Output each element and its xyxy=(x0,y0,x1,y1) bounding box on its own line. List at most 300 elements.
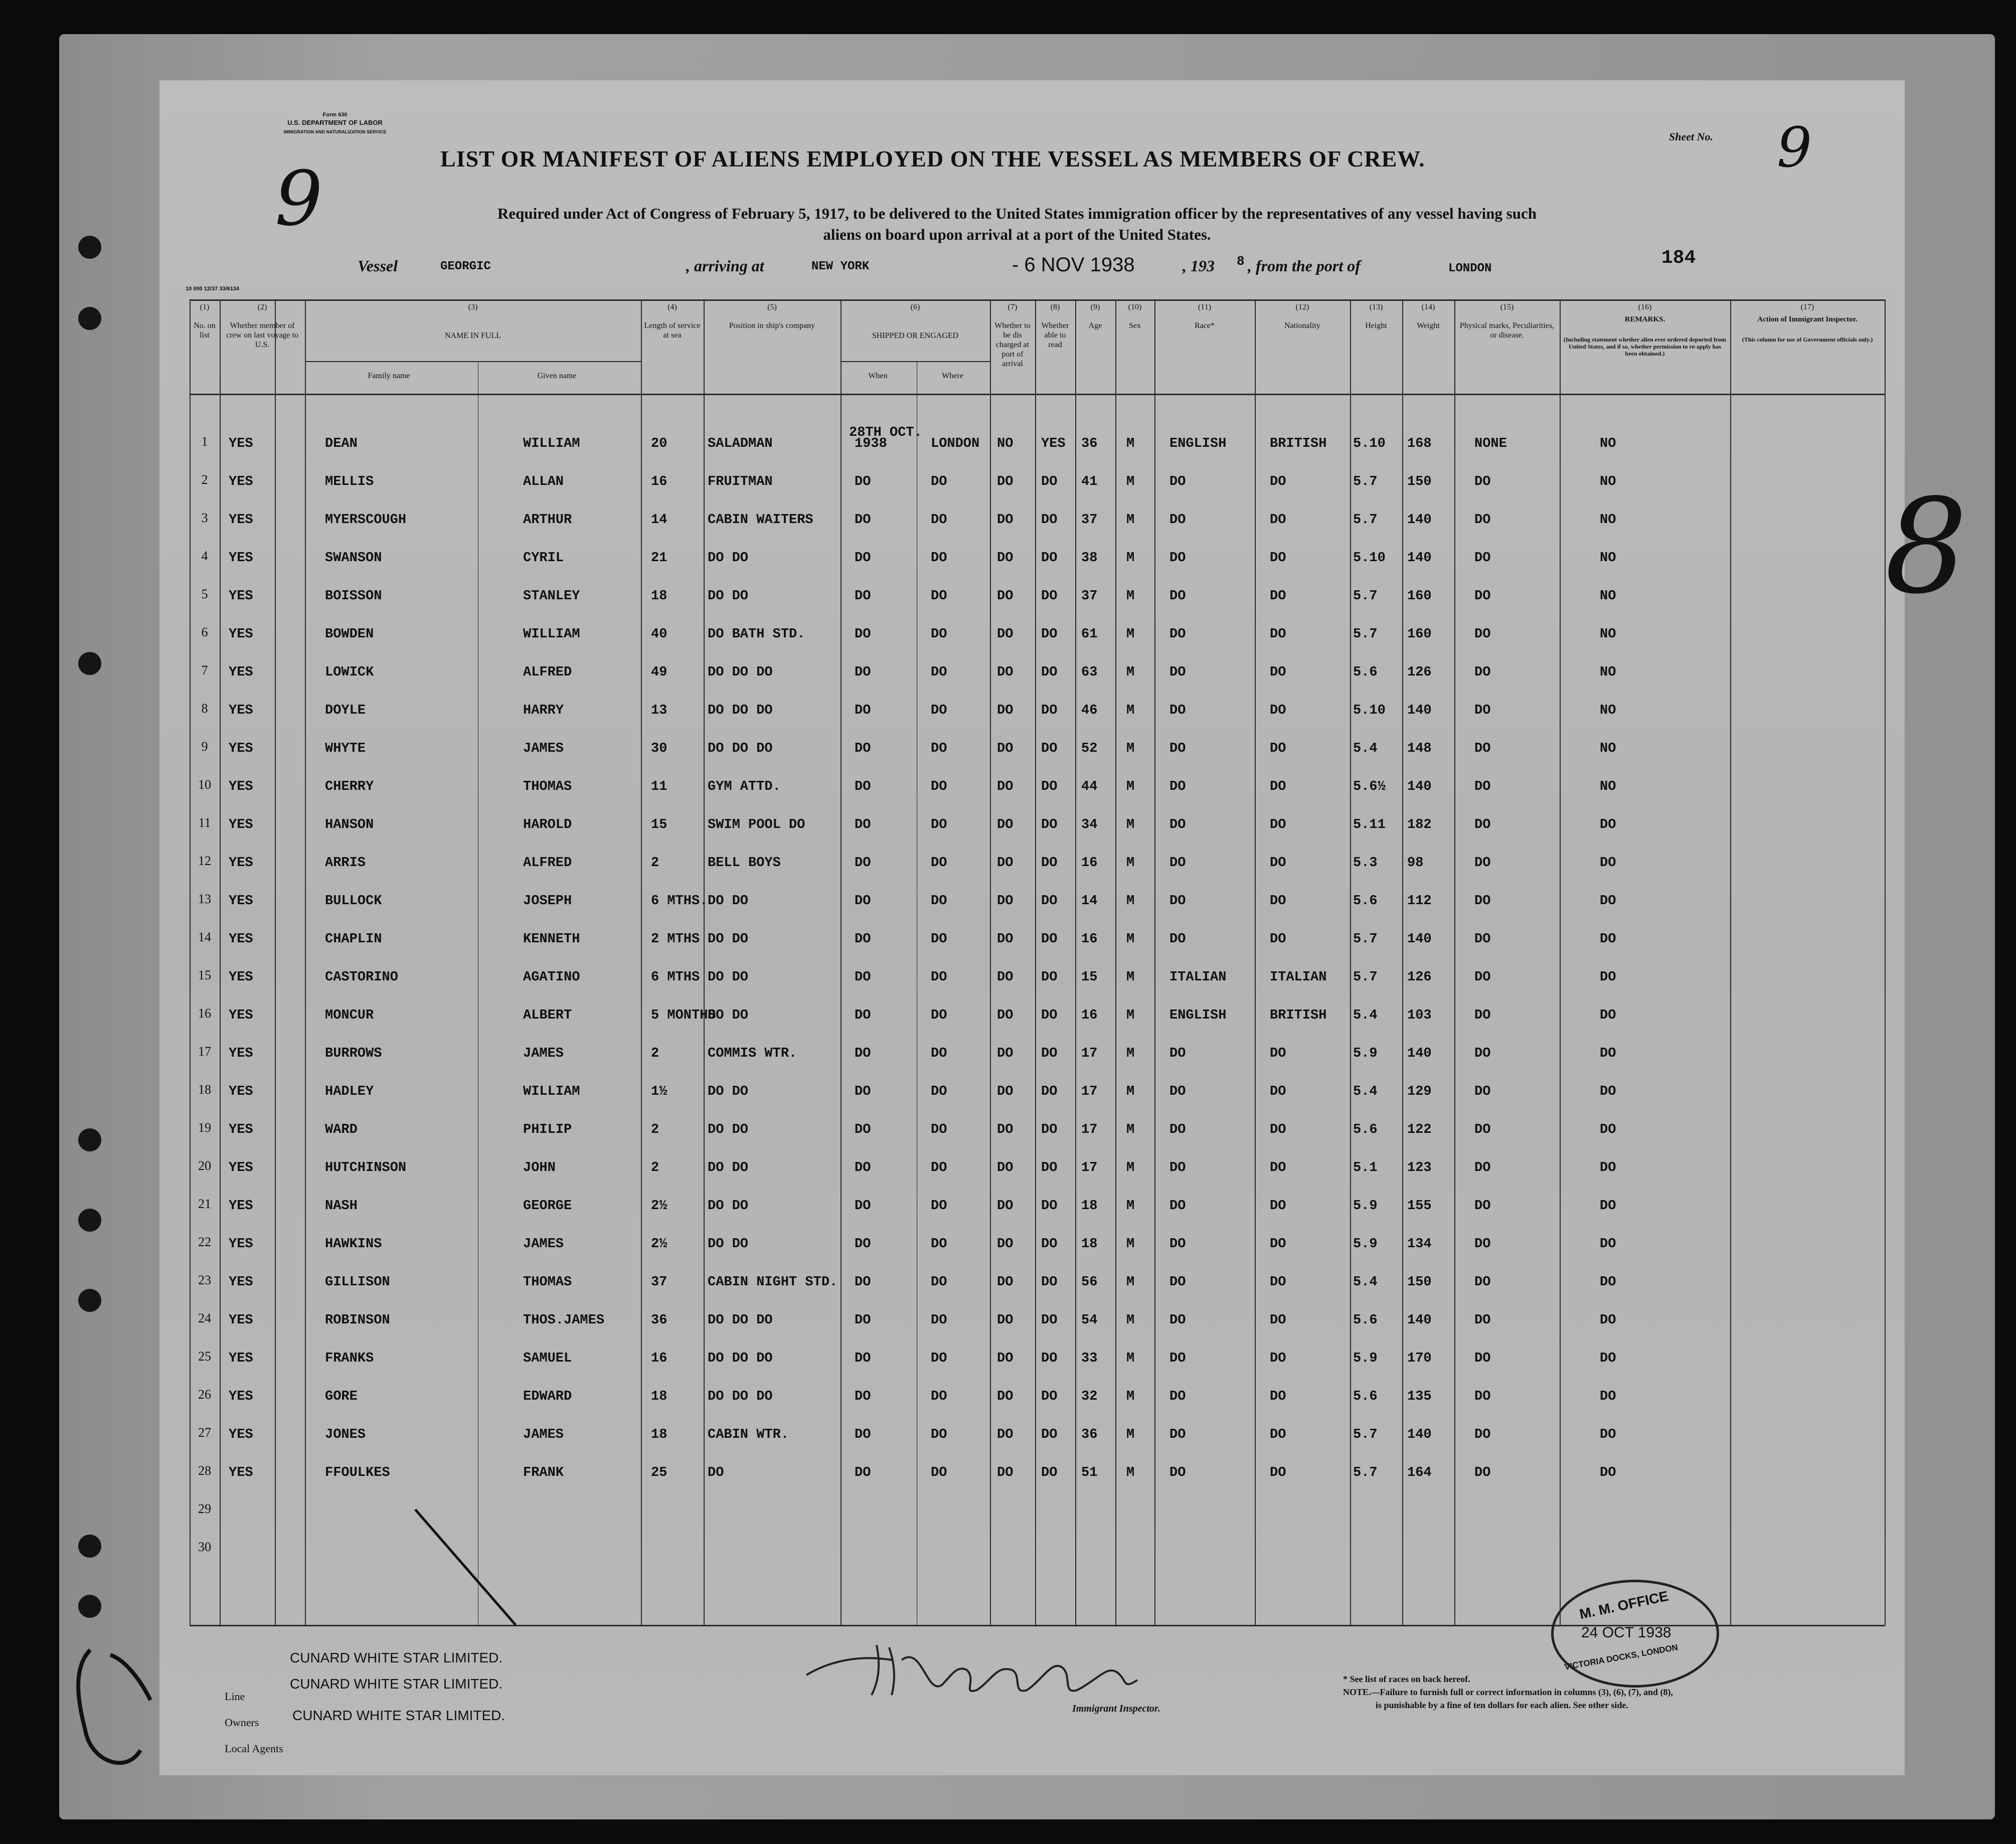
cell-position: DO DO DO xyxy=(708,703,773,718)
cell-discharged: DO xyxy=(997,627,1014,642)
column-number: (8) xyxy=(1050,303,1060,311)
cell-n: 20 xyxy=(198,1158,211,1173)
cell-height: 5.9 xyxy=(1353,1046,1378,1061)
cell-service: 14 xyxy=(651,513,667,528)
cell-marks: DO xyxy=(1474,970,1491,985)
cell-position: DO DO xyxy=(708,1160,749,1176)
column-subheader: Family name xyxy=(368,372,410,380)
cell-service: 2 xyxy=(651,1046,659,1061)
cell-remarks: NO xyxy=(1600,627,1616,642)
cell-discharged: DO xyxy=(997,1046,1014,1061)
cell-remarks: DO xyxy=(1600,817,1616,832)
cell-position: DO BATH STD. xyxy=(708,627,805,642)
column-number: (5) xyxy=(767,303,777,311)
cell-where: DO xyxy=(931,1313,947,1328)
cell-position: DO DO DO xyxy=(708,741,773,756)
cell-read: DO xyxy=(1041,703,1058,718)
cell-age: 15 xyxy=(1081,970,1098,985)
cell-sex: M xyxy=(1126,1275,1135,1290)
table-column-rule xyxy=(1255,299,1256,1626)
cell-discharged: DO xyxy=(997,1465,1014,1480)
cell-n: 19 xyxy=(198,1120,211,1135)
cell-weight: 155 xyxy=(1407,1199,1432,1214)
cell-nationality: DO xyxy=(1270,779,1286,794)
cell-given: ALFRED xyxy=(523,665,572,680)
manifest-subtitle-line2: aliens on board upon arrival at a port of the United States. xyxy=(823,226,1211,243)
cell-crew: YES xyxy=(229,665,253,680)
cell-read: DO xyxy=(1041,1199,1058,1214)
cell-age: 18 xyxy=(1081,1237,1098,1252)
cell-weight: 112 xyxy=(1407,894,1432,909)
cell-nationality: DO xyxy=(1270,1199,1286,1214)
cell-remarks: NO xyxy=(1600,551,1616,566)
cell-read: DO xyxy=(1041,551,1058,566)
cell-service: 2 xyxy=(651,1122,659,1137)
cell-marks: DO xyxy=(1474,1351,1491,1366)
cell-family: MELLIS xyxy=(325,474,374,489)
cell-read: DO xyxy=(1041,1427,1058,1442)
cell-marks: DO xyxy=(1474,589,1491,604)
cell-nationality: DO xyxy=(1270,474,1286,489)
cell-when: DO xyxy=(855,894,871,909)
cell-weight: 140 xyxy=(1407,551,1432,566)
column-number: (4) xyxy=(667,303,677,311)
cell-family: BOWDEN xyxy=(325,627,374,642)
cell-race: DO xyxy=(1169,1351,1186,1366)
cell-given: JAMES xyxy=(523,1427,564,1442)
manifest-title: LIST OR MANIFEST OF ALIENS EMPLOYED ON THE VESSEL AS MEMBERS OF CREW. xyxy=(440,146,1425,172)
cell-age: 63 xyxy=(1081,665,1098,680)
cell-race: DO xyxy=(1169,1084,1186,1099)
cell-marks: DO xyxy=(1474,551,1491,566)
arrival-date-stamp: - 6 NOV 1938 xyxy=(1012,254,1135,276)
cell-n: 13 xyxy=(198,892,211,906)
cell-weight: 140 xyxy=(1407,932,1432,947)
binder-hole xyxy=(78,1595,101,1618)
cell-race: DO xyxy=(1169,665,1186,680)
cell-family: BULLOCK xyxy=(325,894,382,909)
cell-marks: DO xyxy=(1474,856,1491,871)
cell-crew: YES xyxy=(229,741,253,756)
cell-crew: YES xyxy=(229,1313,253,1328)
cell-height: 5.10 xyxy=(1353,436,1386,451)
cell-race: DO xyxy=(1169,1160,1186,1176)
owners-label: Owners xyxy=(225,1716,259,1729)
cell-where: DO xyxy=(931,1351,947,1366)
cell-position: CABIN WAITERS xyxy=(708,513,813,528)
penalty-note-1: NOTE.—Failure to furnish full or correct information in columns (3), (6), (7), and (8), xyxy=(1343,1687,1673,1697)
cell-read: DO xyxy=(1041,1275,1058,1290)
cell-age: 38 xyxy=(1081,551,1098,566)
cell-race: DO xyxy=(1169,1465,1186,1480)
column-header: Weight xyxy=(1417,321,1440,330)
arrival-port: NEW YORK xyxy=(811,260,870,273)
cell-sex: M xyxy=(1126,1313,1135,1328)
cell-remarks: NO xyxy=(1600,703,1616,718)
cell-weight: 150 xyxy=(1407,1275,1432,1290)
cell-family: LOWICK xyxy=(325,665,374,680)
cell-given: JAMES xyxy=(523,1046,564,1061)
cell-n: 30 xyxy=(198,1540,211,1554)
cell-read: DO xyxy=(1041,1389,1058,1404)
cell-race: DO xyxy=(1169,627,1186,642)
table-column-rule xyxy=(841,299,842,1626)
cell-when: DO xyxy=(855,551,871,566)
cell-given: CYRIL xyxy=(523,551,564,566)
column-header: Nationality xyxy=(1284,321,1320,330)
cell-sex: M xyxy=(1126,1199,1135,1214)
column-header: Length of service at sea xyxy=(644,321,701,340)
cell-service: 16 xyxy=(651,1351,667,1366)
cell-n: 2 xyxy=(201,472,208,487)
cell-position: DO DO xyxy=(708,932,749,947)
cell-nationality: DO xyxy=(1270,1237,1286,1252)
column-number: (14) xyxy=(1421,303,1435,311)
cell-remarks: DO xyxy=(1600,1427,1616,1442)
from-port-label: , from the port of xyxy=(1248,257,1361,275)
department-label: U.S. DEPARTMENT OF LABOR xyxy=(287,119,383,126)
arriving-label: , arriving at xyxy=(686,257,764,275)
line-value: CUNARD WHITE STAR LIMITED. xyxy=(290,1650,503,1665)
table-top-rule xyxy=(190,299,1885,301)
cell-service: 25 xyxy=(651,1465,667,1480)
cell-position: DO DO DO xyxy=(708,1389,773,1404)
cell-when: DO xyxy=(855,741,871,756)
cell-weight: 126 xyxy=(1407,970,1432,985)
races-note: * See list of races on back hereof. xyxy=(1343,1674,1470,1684)
column-number: (1) xyxy=(200,303,210,311)
sheet-number: 9 xyxy=(1777,115,1812,180)
cell-when: DO xyxy=(855,1046,871,1061)
cell-nationality: DO xyxy=(1270,1160,1286,1176)
cell-crew: YES xyxy=(229,474,253,489)
cell-read: DO xyxy=(1041,970,1058,985)
stamp-date: 24 OCT 1938 xyxy=(1581,1624,1671,1641)
cell-remarks: DO xyxy=(1600,1046,1616,1061)
cell-where: DO xyxy=(931,1199,947,1214)
cell-weight: 140 xyxy=(1407,703,1432,718)
vessel-name: GEORGIC xyxy=(440,260,491,273)
cell-remarks: NO xyxy=(1600,436,1616,451)
cell-crew: YES xyxy=(229,627,253,642)
cell-marks: DO xyxy=(1474,1046,1491,1061)
cell-service: 11 xyxy=(651,779,667,794)
cell-where: DO xyxy=(931,970,947,985)
cell-discharged: NO xyxy=(997,436,1014,451)
cell-nationality: DO xyxy=(1270,1275,1286,1290)
cell-height: 5.9 xyxy=(1353,1351,1378,1366)
cell-when: DO xyxy=(855,1122,871,1137)
cell-read: DO xyxy=(1041,474,1058,489)
cell-height: 5.7 xyxy=(1353,970,1378,985)
cell-height: 5.7 xyxy=(1353,1427,1378,1442)
cell-sex: M xyxy=(1126,1465,1135,1480)
cell-discharged: DO xyxy=(997,1160,1014,1176)
cell-crew: YES xyxy=(229,513,253,528)
cell-marks: DO xyxy=(1474,817,1491,832)
cell-age: 37 xyxy=(1081,513,1098,528)
cell-height: 5.4 xyxy=(1353,1008,1378,1023)
cell-height: 5.9 xyxy=(1353,1237,1378,1252)
cell-nationality: DO xyxy=(1270,932,1286,947)
cell-height: 5.6 xyxy=(1353,894,1378,909)
cell-sex: M xyxy=(1126,589,1135,604)
cell-weight: 160 xyxy=(1407,589,1432,604)
cell-age: 32 xyxy=(1081,1389,1098,1404)
cell-read: DO xyxy=(1041,741,1058,756)
cell-read: DO xyxy=(1041,856,1058,871)
cell-weight: 140 xyxy=(1407,1046,1432,1061)
print-code: 10 000 12/37 33/6134 xyxy=(186,286,240,292)
binder-hole xyxy=(78,1289,101,1312)
cell-crew: YES xyxy=(229,1046,253,1061)
cell-remarks: DO xyxy=(1600,970,1616,985)
cell-read: DO xyxy=(1041,1237,1058,1252)
cell-given: THOMAS xyxy=(523,1275,572,1290)
table-column-rule xyxy=(1035,299,1036,1626)
cell-marks: DO xyxy=(1474,474,1491,489)
cell-position: DO xyxy=(708,1465,724,1480)
cell-where: DO xyxy=(931,1084,947,1099)
shipped-sub-rule xyxy=(841,361,990,362)
cell-position: DO DO DO xyxy=(708,1313,773,1328)
cell-height: 5.1 xyxy=(1353,1160,1378,1176)
cell-position: FRUITMAN xyxy=(708,474,773,489)
cell-service: 18 xyxy=(651,1427,667,1442)
cell-nationality: DO xyxy=(1270,703,1286,718)
cell-nationality: BRITISH xyxy=(1270,1008,1327,1023)
cell-where: DO xyxy=(931,665,947,680)
cell-discharged: DO xyxy=(997,741,1014,756)
cell-age: 34 xyxy=(1081,817,1098,832)
cell-family: DOYLE xyxy=(325,703,366,718)
cell-race: DO xyxy=(1169,817,1186,832)
cell-family: MONCUR xyxy=(325,1008,374,1023)
cell-when: DO xyxy=(855,1008,871,1023)
table-column-rule xyxy=(1402,299,1403,1626)
table-column-rule xyxy=(990,299,991,1626)
binder-hole xyxy=(78,652,101,675)
cell-when: DO xyxy=(855,665,871,680)
cell-read: DO xyxy=(1041,1465,1058,1480)
cell-race: DO xyxy=(1169,894,1186,909)
cell-nationality: DO xyxy=(1270,513,1286,528)
cell-service: 20 xyxy=(651,436,667,451)
cell-weight: 134 xyxy=(1407,1237,1432,1252)
column-number: (12) xyxy=(1295,303,1309,311)
cell-when: DO xyxy=(855,1313,871,1328)
cell-when: DO xyxy=(855,1160,871,1176)
cell-sex: M xyxy=(1126,932,1135,947)
cell-read: DO xyxy=(1041,1160,1058,1176)
cell-race: DO xyxy=(1169,932,1186,947)
cell-sex: M xyxy=(1126,1122,1135,1137)
vessel-label: Vessel xyxy=(358,257,398,275)
column-number: (9) xyxy=(1090,303,1100,311)
cell-marks: DO xyxy=(1474,1275,1491,1290)
cell-sex: M xyxy=(1126,1046,1135,1061)
cell-n: 23 xyxy=(198,1273,211,1287)
cell-remarks: DO xyxy=(1600,1389,1616,1404)
cell-where: DO xyxy=(931,627,947,642)
cell-where: DO xyxy=(931,1237,947,1252)
column-header: Whether member of crew on last voyage to U.S. xyxy=(226,321,298,349)
cell-weight: 164 xyxy=(1407,1465,1432,1480)
cell-given: STANLEY xyxy=(523,589,580,604)
cell-marks: DO xyxy=(1474,1427,1491,1442)
column-subheader: Given name xyxy=(537,372,577,380)
cell-nationality: DO xyxy=(1270,1313,1286,1328)
cell-remarks: DO xyxy=(1600,1237,1616,1252)
cell-marks: DO xyxy=(1474,1389,1491,1404)
cell-age: 41 xyxy=(1081,474,1098,489)
cell-read: DO xyxy=(1041,627,1058,642)
cell-sex: M xyxy=(1126,1160,1135,1176)
table-column-rule xyxy=(1454,299,1455,1626)
cell-crew: YES xyxy=(229,970,253,985)
cell-given: SAMUEL xyxy=(523,1351,572,1366)
cell-crew: YES xyxy=(229,1237,253,1252)
cell-n: 14 xyxy=(198,930,211,944)
sheet-label: Sheet No. xyxy=(1669,130,1713,143)
cell-remarks: DO xyxy=(1600,856,1616,871)
cell-nationality: DO xyxy=(1270,665,1286,680)
cell-discharged: DO xyxy=(997,970,1014,985)
line-label: Line xyxy=(225,1690,245,1703)
cell-weight: 98 xyxy=(1407,856,1424,871)
cell-race: ENGLISH xyxy=(1169,1008,1227,1023)
cell-weight: 140 xyxy=(1407,1427,1432,1442)
cell-read: YES xyxy=(1041,436,1066,451)
cell-when: DO xyxy=(855,1389,871,1404)
cell-height: 5.6 xyxy=(1353,1122,1378,1137)
cell-sex: M xyxy=(1126,665,1135,680)
left-margin-scribble xyxy=(50,1640,171,1780)
cell-family: HANSON xyxy=(325,817,374,832)
cell-given: WILLIAM xyxy=(523,627,580,642)
cell-service: 2 xyxy=(651,856,659,871)
cell-age: 17 xyxy=(1081,1122,1098,1137)
cell-age: 17 xyxy=(1081,1046,1098,1061)
cell-position: COMMIS WTR. xyxy=(708,1046,797,1061)
cell-service: 5 MONTHS xyxy=(651,1008,716,1023)
cell-race: DO xyxy=(1169,1275,1186,1290)
cell-age: 36 xyxy=(1081,1427,1098,1442)
cell-crew: YES xyxy=(229,551,253,566)
cell-nationality: DO xyxy=(1270,894,1286,909)
cell-crew: YES xyxy=(229,817,253,832)
cell-sex: M xyxy=(1126,1427,1135,1442)
cell-sex: M xyxy=(1126,894,1135,909)
cell-height: 5.10 xyxy=(1353,703,1386,718)
cell-age: 51 xyxy=(1081,1465,1098,1480)
cell-nationality: DO xyxy=(1270,1351,1286,1366)
cell-race: DO xyxy=(1169,589,1186,604)
cell-height: 5.4 xyxy=(1353,1275,1378,1290)
cell-crew: YES xyxy=(229,1427,253,1442)
cell-where: DO xyxy=(931,551,947,566)
departure-port: LONDON xyxy=(1448,262,1492,275)
cell-age: 56 xyxy=(1081,1275,1098,1290)
cell-discharged: DO xyxy=(997,1275,1014,1290)
cell-race: DO xyxy=(1169,856,1186,871)
column-number: (11) xyxy=(1198,303,1212,311)
cell-discharged: DO xyxy=(997,894,1014,909)
cell-when: DO xyxy=(855,932,871,947)
cell-when: DO xyxy=(855,589,871,604)
cell-n: 18 xyxy=(198,1082,211,1097)
first-shipped-date: 28TH OCT. xyxy=(849,425,922,440)
cell-marks: DO xyxy=(1474,1084,1491,1099)
cell-discharged: DO xyxy=(997,474,1014,489)
cell-when: DO xyxy=(855,1084,871,1099)
cell-race: DO xyxy=(1169,1389,1186,1404)
cell-age: 46 xyxy=(1081,703,1098,718)
cell-sex: M xyxy=(1126,741,1135,756)
cell-when: DO xyxy=(855,970,871,985)
cell-crew: YES xyxy=(229,1008,253,1023)
cell-n: 4 xyxy=(201,549,208,563)
cell-service: 49 xyxy=(651,665,667,680)
cell-nationality: DO xyxy=(1270,1389,1286,1404)
cell-height: 5.7 xyxy=(1353,1465,1378,1480)
cell-race: DO xyxy=(1169,741,1186,756)
inspector-signature xyxy=(801,1625,1172,1705)
cell-family: BURROWS xyxy=(325,1046,382,1061)
cell-when: DO xyxy=(855,1465,871,1480)
cell-position: DO DO xyxy=(708,1199,749,1214)
cell-where: DO xyxy=(931,474,947,489)
cell-race: DO xyxy=(1169,551,1186,566)
stamp-office: M. M. OFFICE xyxy=(1578,1588,1670,1622)
margin-mark: 8 xyxy=(1885,471,1968,623)
corner-sheet-number: 9 xyxy=(275,155,323,243)
cell-height: 5.6 xyxy=(1353,665,1378,680)
cell-marks: DO xyxy=(1474,1160,1491,1176)
table-column-rule xyxy=(1075,299,1076,1626)
cell-service: 2½ xyxy=(651,1237,667,1252)
column-header: Physical marks, Peculiarities, or disease. xyxy=(1459,321,1555,340)
cell-crew: YES xyxy=(229,436,253,451)
cell-height: 5.11 xyxy=(1353,817,1386,832)
column-header: NAME IN FULL xyxy=(445,331,501,340)
cell-where: DO xyxy=(931,856,947,871)
cell-n: 9 xyxy=(201,739,208,754)
inspector-label: Immigrant Inspector. xyxy=(1072,1703,1160,1714)
cell-family: GILLISON xyxy=(325,1275,390,1290)
column-header: Position in ship's company xyxy=(729,321,815,330)
name-sub-rule xyxy=(305,361,641,362)
cell-nationality: DO xyxy=(1270,817,1286,832)
year-label: , 193 xyxy=(1183,257,1215,275)
cell-service: 36 xyxy=(651,1313,667,1328)
cell-height: 5.7 xyxy=(1353,589,1378,604)
cell-family: JONES xyxy=(325,1427,366,1442)
cell-sex: M xyxy=(1126,436,1135,451)
cell-sex: M xyxy=(1126,474,1135,489)
column-number: (6) xyxy=(910,303,920,311)
cell-n: 25 xyxy=(198,1349,211,1364)
cell-service: 15 xyxy=(651,817,667,832)
cell-read: DO xyxy=(1041,1084,1058,1099)
cell-crew: YES xyxy=(229,1199,253,1214)
cell-nationality: DO xyxy=(1270,1465,1286,1480)
cell-family: HUTCHINSON xyxy=(325,1160,407,1176)
column-header: Age xyxy=(1088,321,1102,330)
cell-position: DO DO xyxy=(708,894,749,909)
cell-discharged: DO xyxy=(997,513,1014,528)
cell-family: CHERRY xyxy=(325,779,374,794)
